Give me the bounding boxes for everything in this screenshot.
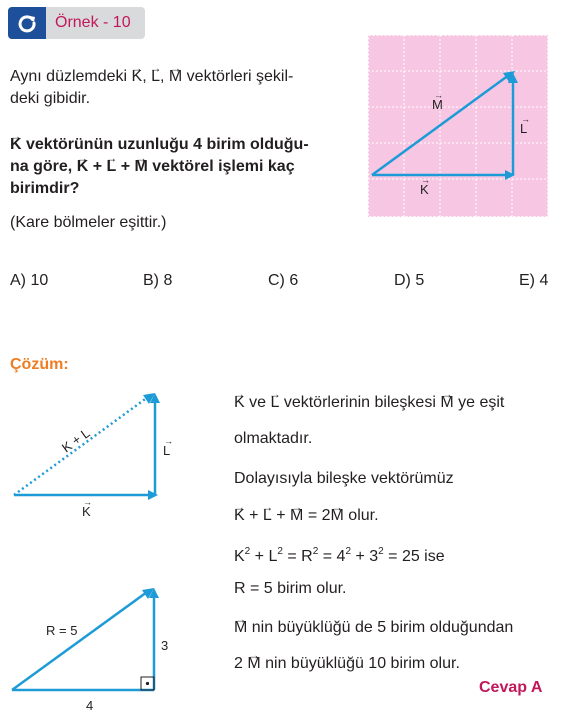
example-badge xyxy=(8,7,46,39)
vector-l: → L xyxy=(106,159,116,175)
solution-line-3: Dolayısıyla bileşke vektörümüz xyxy=(234,470,454,487)
solution-line-2: olmaktadır. xyxy=(234,430,313,447)
vector-m: → M xyxy=(169,69,182,85)
vector-k: → K xyxy=(132,69,143,85)
answer-options xyxy=(10,272,555,294)
fig2-side-label: 3 xyxy=(161,638,169,653)
refresh-icon xyxy=(17,13,37,33)
example-header xyxy=(8,7,145,39)
solution-line-7: → M nin büyüklüğü de 5 birim olduğundan xyxy=(234,618,513,638)
fig1-diag-label: K + L xyxy=(58,425,93,456)
question-grid-figure xyxy=(368,35,548,217)
example-title: Örnek - 10 xyxy=(55,14,131,31)
solution-line-5: $K^2 + L^2 = R^2 = 4^2 + 3^2 = 25$ ise xyxy=(234,546,445,565)
option-b[interactable]: B) 8 xyxy=(143,272,173,289)
label-k: K xyxy=(420,182,429,197)
svg-text:→: → xyxy=(83,497,92,507)
svg-text:→: → xyxy=(434,90,443,100)
option-c[interactable]: C) 6 xyxy=(268,272,299,289)
solution-figure-2 xyxy=(8,580,178,715)
vector-m: → M xyxy=(135,159,148,175)
vector-l: → L xyxy=(151,69,160,85)
question-paragraph-1: Aynı düzlemdeki → K, → L, → M vektörleri şekil- deki gibidir. xyxy=(10,66,293,110)
solution-line-8: 2 → M nin büyüklüğü 10 birim olur. xyxy=(234,654,460,674)
option-e[interactable]: E) 4 xyxy=(519,272,549,289)
question-paragraph-2: → K vektörünün uzunluğu 4 birim olduğu- na göre, → K + → L + → M vektörel işlemi kaç birimdir? xyxy=(10,134,309,200)
question-note: (Kare bölmeler eşittir.) xyxy=(10,214,167,231)
solution-line-6: R = 5 birim olur. xyxy=(234,580,347,597)
solution-heading: Çözüm: xyxy=(10,356,69,373)
svg-text:→: → xyxy=(164,436,173,446)
vector-k: → K xyxy=(77,159,89,175)
label-m: M xyxy=(432,97,443,112)
fig1-label-l: L xyxy=(163,443,171,458)
vector-k: → K xyxy=(10,137,22,153)
svg-text:→: → xyxy=(521,114,530,124)
solution-line-4: → K + → L + → M = 2→ M olur. xyxy=(234,506,379,526)
solution-figure-1 xyxy=(8,385,178,525)
label-l: L xyxy=(520,121,528,136)
option-d[interactable]: D) 5 xyxy=(394,272,425,289)
solution-line-1: → K ve → L vektörlerinin bileşkesi → M ye eşit xyxy=(234,393,504,413)
svg-text:→: → xyxy=(421,175,430,185)
fig2-hyp-label: R = 5 xyxy=(46,623,78,638)
answer-label: Cevap A xyxy=(479,679,543,696)
fig2-base-label: 4 xyxy=(86,698,94,713)
fig1-label-k: K xyxy=(82,504,91,519)
option-a[interactable]: A) 10 xyxy=(10,272,49,289)
